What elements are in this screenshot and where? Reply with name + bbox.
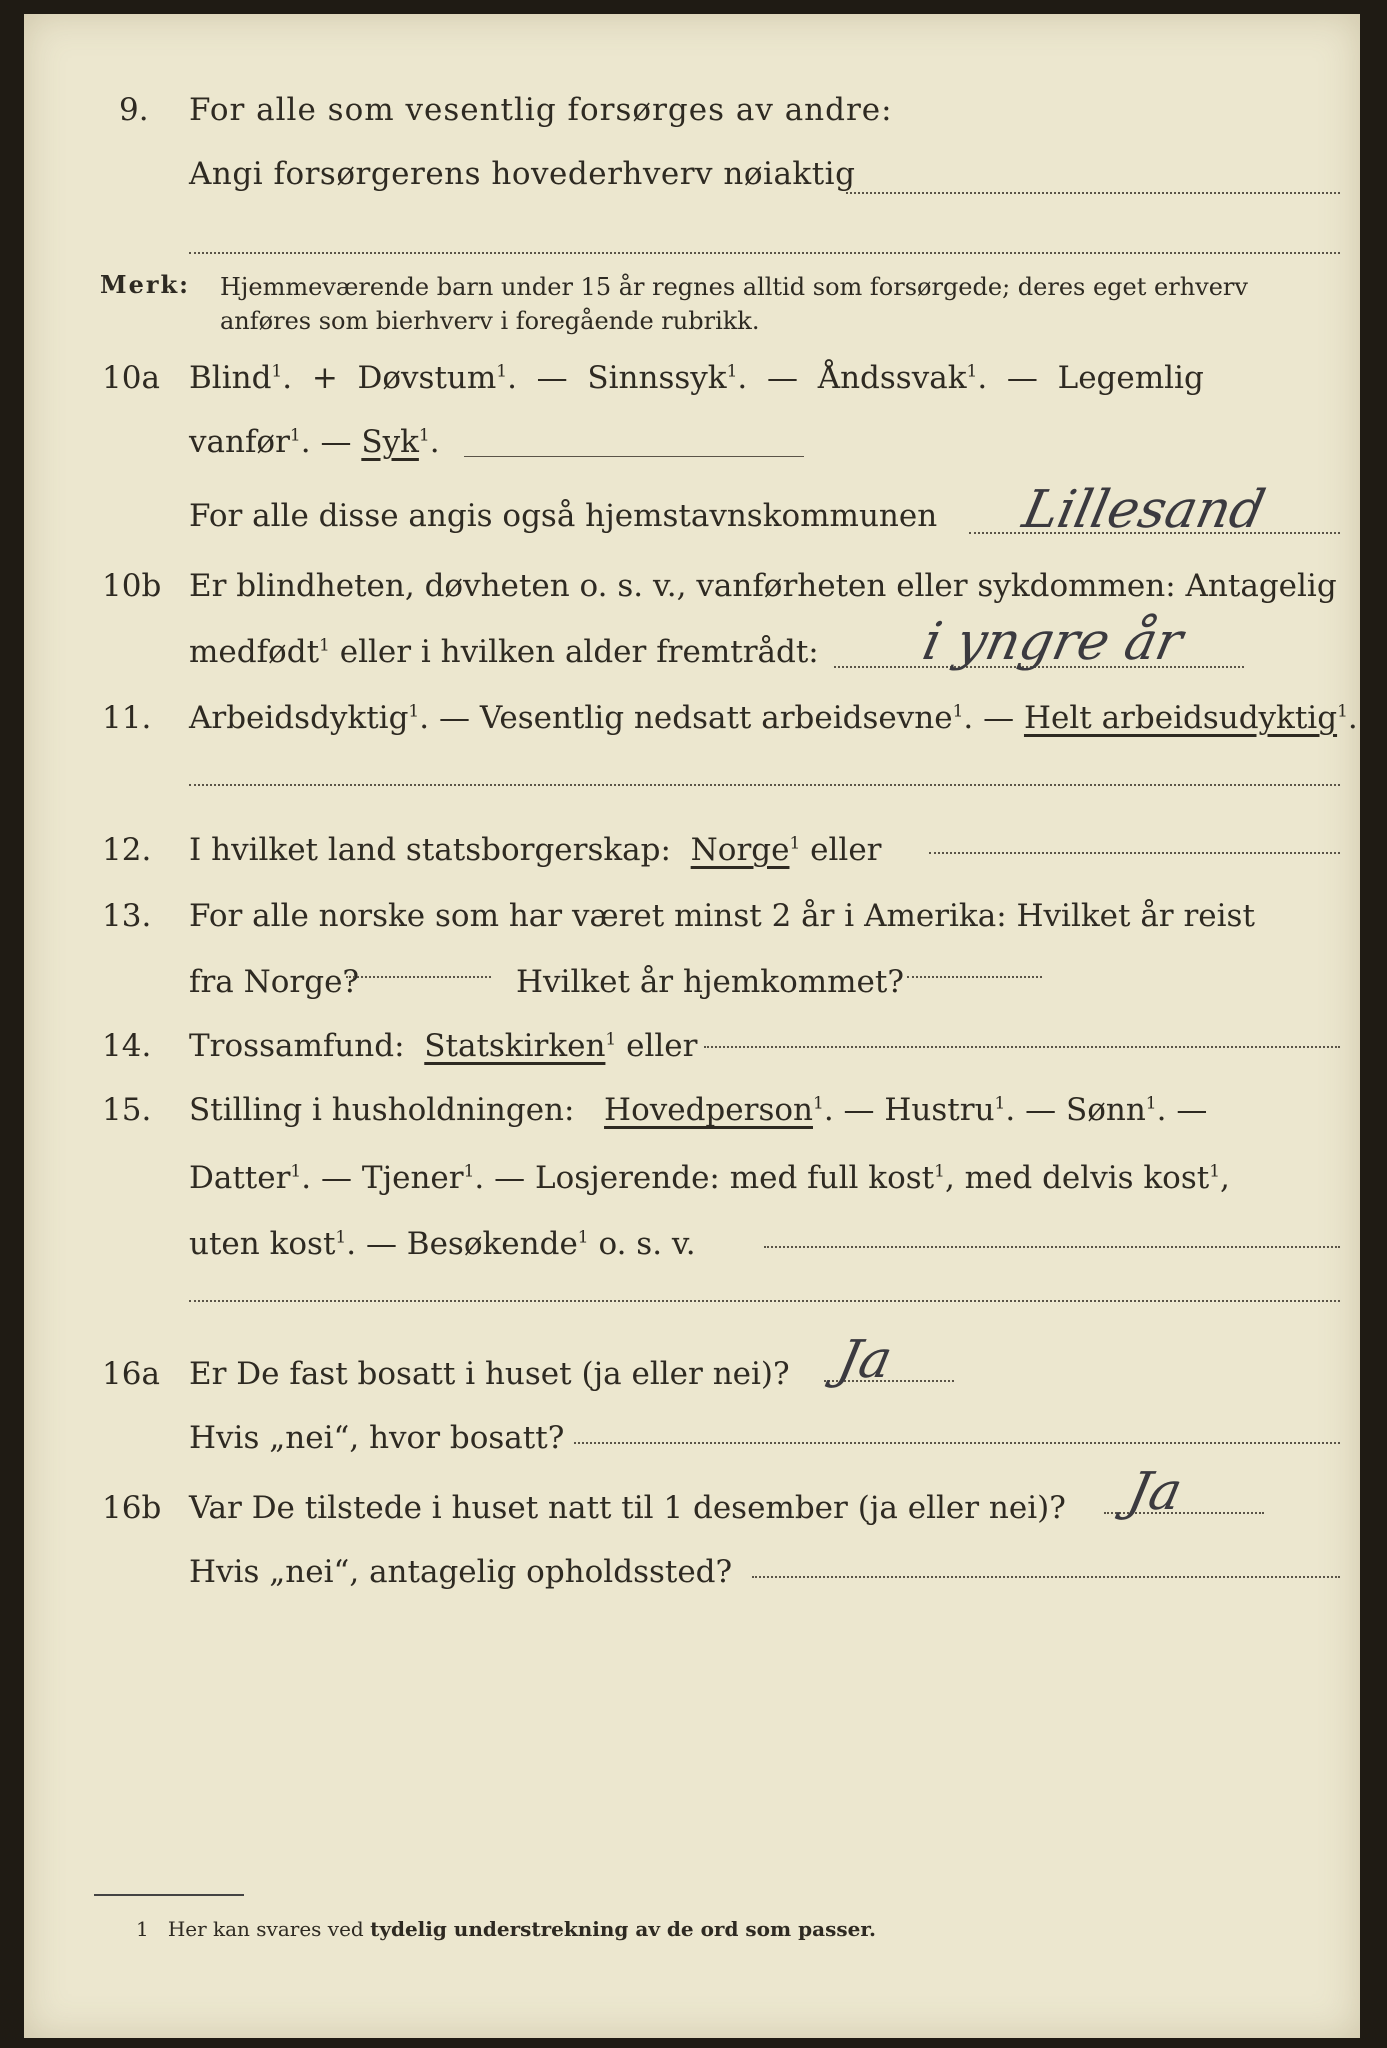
q10a-line3: For alle disse angis også hjemstavnskommunen	[189, 498, 938, 534]
helt-arbeidsudyktig-option: Helt arbeidsudyktig	[1023, 700, 1338, 736]
q10b-number: 10b	[102, 568, 162, 604]
q10a-line2: vanfør$^1$. — Syk$^1$.	[189, 424, 440, 460]
hjemstavnskommune-answer: Lillesand	[1017, 480, 1271, 540]
q14-line: Trossamfund: Statskirken$^1$ eller	[189, 1028, 698, 1064]
sinnssyk-option: Sinnssyk	[587, 360, 727, 396]
q16b-line2: Hvis „nei“, antagelig opholdssted?	[189, 1554, 733, 1590]
q16b-answer: Ja	[1122, 1462, 1188, 1522]
q13-line1: For alle norske som har været minst 2 år i Amerika: Hvilket år reist	[189, 898, 1255, 934]
q13-line2b: Hvilket år hjemkommet?	[516, 964, 904, 1000]
q16a-number: 16a	[102, 1356, 160, 1392]
q14-answer-line	[704, 1046, 1340, 1048]
q15-answer-line	[764, 1246, 1340, 1248]
q10b-line1: Er blindheten, døvheten o. s. v., vanførheten eller sykdommen: Antagelig	[189, 568, 1337, 604]
q13-line2a: fra Norge?	[189, 964, 360, 1000]
q11-line: Arbeidsdyktig$^1$. — Vesentlig nedsatt arbeidsevne$^1$. — Helt arbeidsudyktig$^1$.	[189, 700, 1358, 736]
q16a-bosatt-line	[574, 1442, 1340, 1444]
q15-number: 15.	[102, 1092, 152, 1128]
q12-answer-line	[929, 852, 1340, 854]
q10a-line1: Blind$^1$. + Døvstum$^1$. — Sinnssyk$^1$. — Åndssvak$^1$. — Legemlig	[189, 360, 1204, 396]
q13-hjemkommet-line	[907, 976, 1042, 978]
q11-answer-line	[189, 784, 1340, 786]
dovstum-option: Døvstum	[357, 360, 497, 396]
q13-reist-line	[346, 976, 491, 978]
merk-label: Merk:	[100, 270, 190, 299]
q16b-opholdssted-line	[752, 1576, 1340, 1578]
footnote-rule	[94, 1894, 244, 1896]
syk-option: Syk	[361, 424, 419, 460]
q15-answer-line-2	[189, 1300, 1340, 1302]
q10b-answer: i yngre år	[917, 612, 1188, 672]
q11-number: 11.	[102, 700, 152, 736]
merk-line2: anføres som bierhverv i foregående rubrikk.	[220, 307, 760, 335]
q16b-line1: Var De tilstede i huset natt til 1 desember (ja eller nei)?	[189, 1490, 1066, 1526]
hovedperson-option: Hovedperson	[604, 1092, 813, 1128]
q16a-line1: Er De fast bosatt i huset (ja eller nei)?	[189, 1356, 790, 1392]
q16a-line2: Hvis „nei“, hvor bosatt?	[189, 1420, 565, 1456]
q15-line3: uten kost$^1$. — Besøkende$^1$ o. s. v.	[189, 1226, 696, 1262]
q13-number: 13.	[102, 898, 152, 934]
q15-line1: Stilling i husholdningen: Hovedperson$^1$. — Hustru$^1$. — Sønn$^1$. —	[189, 1092, 1208, 1128]
q12-number: 12.	[102, 832, 152, 868]
q12-line: I hvilket land statsborgerskap: Norge$^1$ eller	[189, 832, 882, 868]
statskirken-option: Statskirken	[424, 1028, 606, 1064]
blind-option: Blind	[189, 360, 272, 396]
q9-line2: Angi forsørgerens hovederhverv nøiaktig	[189, 156, 856, 192]
q9-number: 9.	[119, 92, 149, 128]
q16a-answer: Ja	[832, 1330, 898, 1390]
q9-answer-line-2	[189, 252, 1340, 254]
q10a-line2-rule	[464, 456, 804, 457]
q14-number: 14.	[102, 1028, 152, 1064]
q9-line1: For alle som vesentlig forsørges av andre:	[189, 92, 893, 128]
q9-answer-line	[846, 192, 1340, 194]
merk-line1: Hjemmeværende barn under 15 år regnes alltid som forsørgede; deres eget erhverv	[220, 273, 1248, 301]
vanfor-option: vanfør	[189, 424, 290, 460]
census-form-page	[24, 14, 1360, 2038]
q10a-number: 10a	[102, 360, 160, 396]
q15-line2: Datter$^1$. — Tjener$^1$. — Losjerende: med full kost$^1$, med delvis kost$^1$,	[189, 1160, 1230, 1196]
q16b-number: 16b	[102, 1490, 162, 1526]
norge-option: Norge	[690, 832, 790, 868]
footnote: 1 Her kan svares ved tydelig understrekning av de ord som passer.	[136, 1917, 876, 1941]
legemlig-option: Legemlig	[1057, 360, 1204, 396]
andssvak-option: Åndssvak	[817, 360, 967, 396]
q10b-line2: medfødt$^1$ eller i hvilken alder fremtrådt:	[189, 634, 819, 670]
